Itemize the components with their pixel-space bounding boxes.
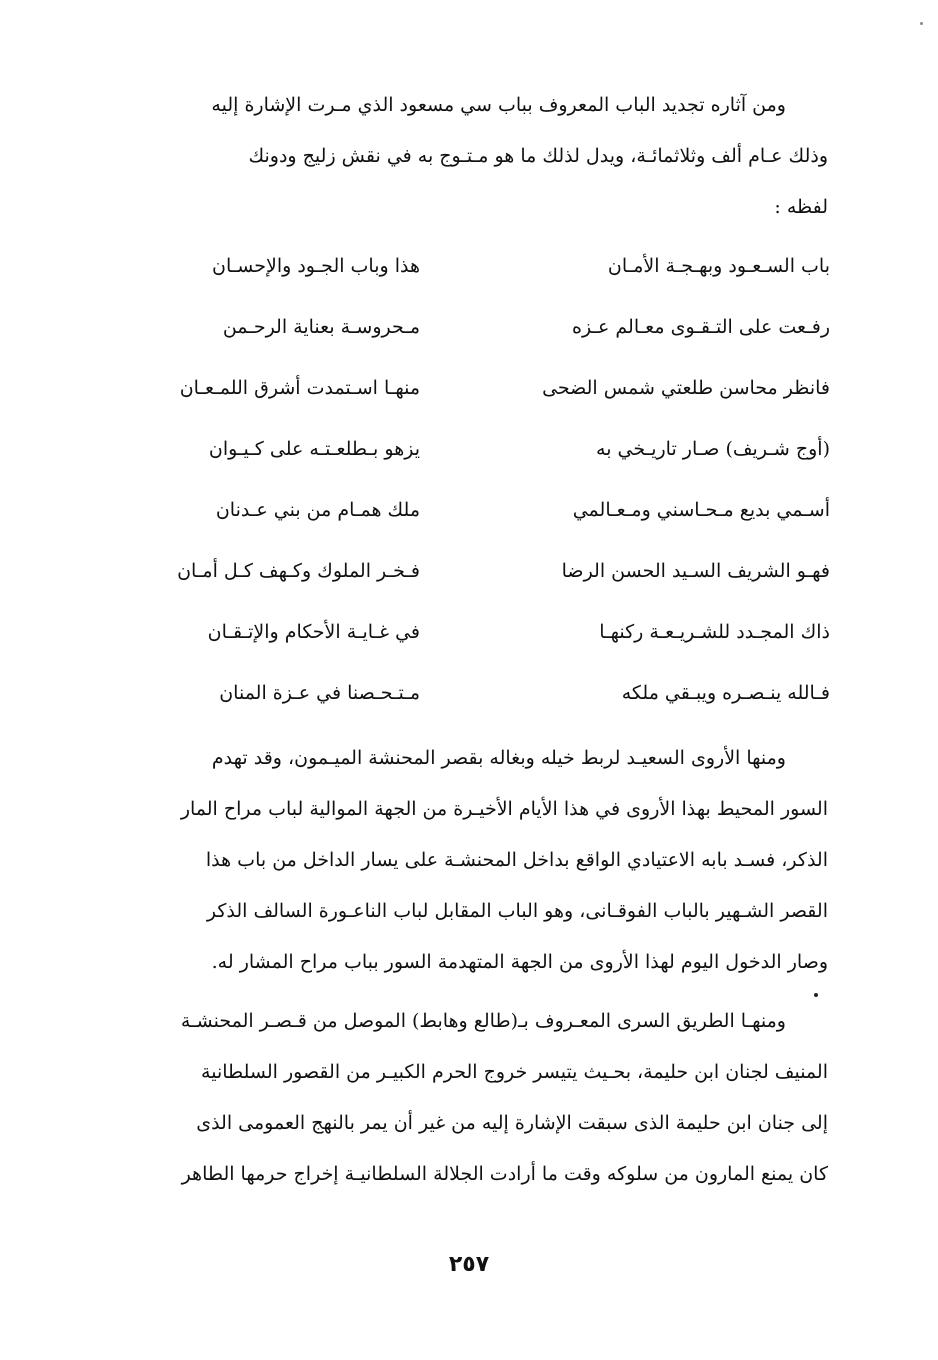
text-line: وذلك عـام ألف وثلاثمائـة، ويدل لذلك ما هو مـتـوج به في نقش زليج ودونك — [248, 145, 828, 167]
poem-verse — [95, 236, 830, 297]
verse-first-hemistich: ذاك المجـدد للشـريـعـة ركنهـا — [599, 621, 830, 643]
text-line: الذكر، فسـد بابه الاعتيادي الواقع بداخل المحنشـة على يسار الداخل من باب هذا — [205, 849, 828, 871]
verse-second-hemistich: فـخـر الملوك وكـهف كـل أمـان — [177, 560, 420, 582]
poem-verse — [95, 297, 830, 358]
text-line: إلى جنان ابن حليمة الذى سبقت الإشارة إليه من غير أن يمر بالنهج العمومى الذى — [196, 1112, 828, 1134]
verse-second-hemistich: ملك همـام من بني عـدنان — [215, 499, 420, 521]
text-line: السور المحيط بهذا الأروى في هذا الأيام الأخيـرة من الجهة الموالية لباب مراح المار — [180, 798, 828, 820]
verse-second-hemistich: في غـايـة الأحكام والإتـقـان — [207, 621, 420, 643]
poem-verse — [95, 602, 830, 663]
poem-verse — [95, 541, 830, 602]
poem — [95, 236, 830, 724]
text-line: ومنها الأروى السعيـد لربط خيله وبغاله بقصر المحنشة الميـمون، وقد تهدم — [211, 747, 786, 769]
verse-second-hemistich: مـحروسـة بعناية الرحـمن — [222, 316, 420, 338]
text-line: المنيف لجنان ابن حليمة، بحـيث يتيسر خروج الحرم الكبيـر من القصور السلطانية — [201, 1061, 828, 1083]
paragraph-arwa-stable — [80, 733, 828, 988]
scan-speck — [920, 22, 923, 25]
text-line: ومنهـا الطريق السرى المعـروف بـ(طالع وهابط) الموصل من قـصـر المحنشـة — [180, 1010, 786, 1032]
verse-second-hemistich: منهـا اسـتمدت أشرق اللمـعـان — [179, 377, 420, 399]
paragraph-secret-path — [80, 996, 828, 1200]
verse-first-hemistich: أسـمي بديع مـحـاسني ومـعـالمي — [572, 499, 830, 521]
verse-first-hemistich: فانظر محاسن طلعتي شمس الضحى — [542, 377, 830, 399]
verse-first-hemistich: فهـو الشريف السـيد الحسن الرضا — [561, 560, 830, 582]
text-line: لفظه : — [774, 196, 828, 218]
page-number: ٢٥٧ — [448, 1252, 490, 1277]
verse-first-hemistich: رفـعت على التـقـوى معـالم عـزه — [572, 316, 830, 338]
poem-verse — [95, 419, 830, 480]
poem-verse — [95, 663, 830, 724]
verse-first-hemistich: (أوج شـريف) صـار تاريـخي به — [596, 438, 830, 460]
poem-verse — [95, 480, 830, 541]
text-line: كان يمنع المارون من سلوكه وقت ما أرادت الجلالة السلطانيـة إخراج حرمها الطاهر — [181, 1163, 828, 1185]
poem-verse — [95, 358, 830, 419]
text-line: ومن آثاره تجديد الباب المعروف بباب سي مسعود الذي مـرت الإشارة إليه — [211, 94, 786, 116]
verse-first-hemistich: فـالله ينـصـره ويبـقي ملكه — [621, 682, 830, 704]
paragraph-intro — [80, 80, 828, 233]
text-line: وصار الدخول اليوم لهذا الأروى من الجهة المتهدمة السور بباب مراح المشار له. — [211, 951, 828, 973]
verse-first-hemistich: باب السـعـود وبهـجـة الأمـان — [607, 255, 830, 277]
verse-second-hemistich: هذا وباب الجـود والإحسـان — [212, 255, 420, 277]
verse-second-hemistich: مـتـحـصنا في عـزة المنان — [219, 682, 420, 704]
verse-second-hemistich: يزهو بـطلعـتـه على كـيـوان — [208, 438, 420, 460]
text-line: القصر الشـهير بالباب الفوقـانى، وهو الباب المقابل لباب الناعـورة السالف الذكر — [206, 900, 828, 922]
